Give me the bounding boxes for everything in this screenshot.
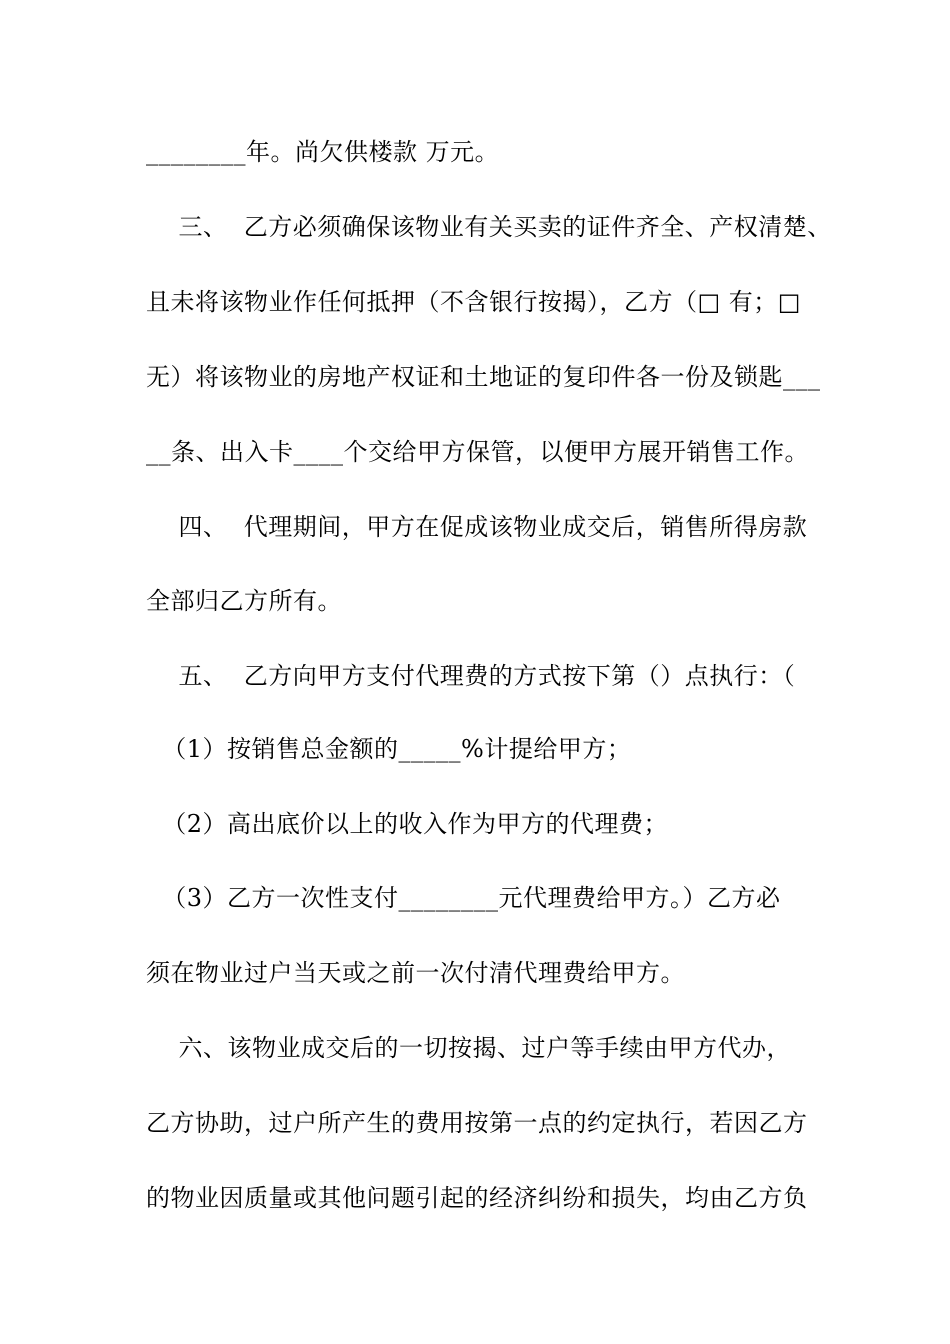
text-line-2: 三、 乙方必须确保该物业有关买卖的证件齐全、产权清楚、 (146, 213, 832, 241)
text-line-6: 四、 代理期间，甲方在促成该物业成交后，销售所得房款 (146, 513, 808, 541)
text-line-7: 全部归乙方所有。 (146, 587, 342, 615)
text-line-10: （2）高出底价以上的收入作为甲方的代理费； (146, 810, 669, 838)
text-line-5: __条、出入卡____个交给甲方保管，以便甲方展开销售工作。 (146, 438, 809, 466)
text-line-4: 无）将该物业的房地产权证和土地证的复印件各一份及锁匙___ (146, 363, 821, 391)
text-line-14: 乙方协助，过户所产生的费用按第一点的约定执行，若因乙方 (146, 1109, 808, 1137)
text-line-11: （3）乙方一次性支付________元代理费给甲方。）乙方必 (146, 884, 781, 912)
text-line-1: ________年。尚欠供楼款 万元。 (146, 138, 500, 166)
text-line-15: 的物业因质量或其他问题引起的经济纠纷和损失，均由乙方负 (146, 1184, 808, 1212)
text-line-13: 六、该物业成交后的一切按揭、过户等手续由甲方代办， (146, 1034, 792, 1062)
text-line-3: 且未将该物业作任何抵押（不含银行按揭），乙方（□ 有；□ (146, 288, 801, 316)
text-line-12: 须在物业过户当天或之前一次付清代理费给甲方。 (146, 959, 685, 987)
text-line-9: （1）按销售总金额的_____%计提给甲方； (146, 735, 632, 763)
text-line-8: 五、 乙方向甲方支付代理费的方式按下第（）点执行：（ (146, 662, 796, 690)
